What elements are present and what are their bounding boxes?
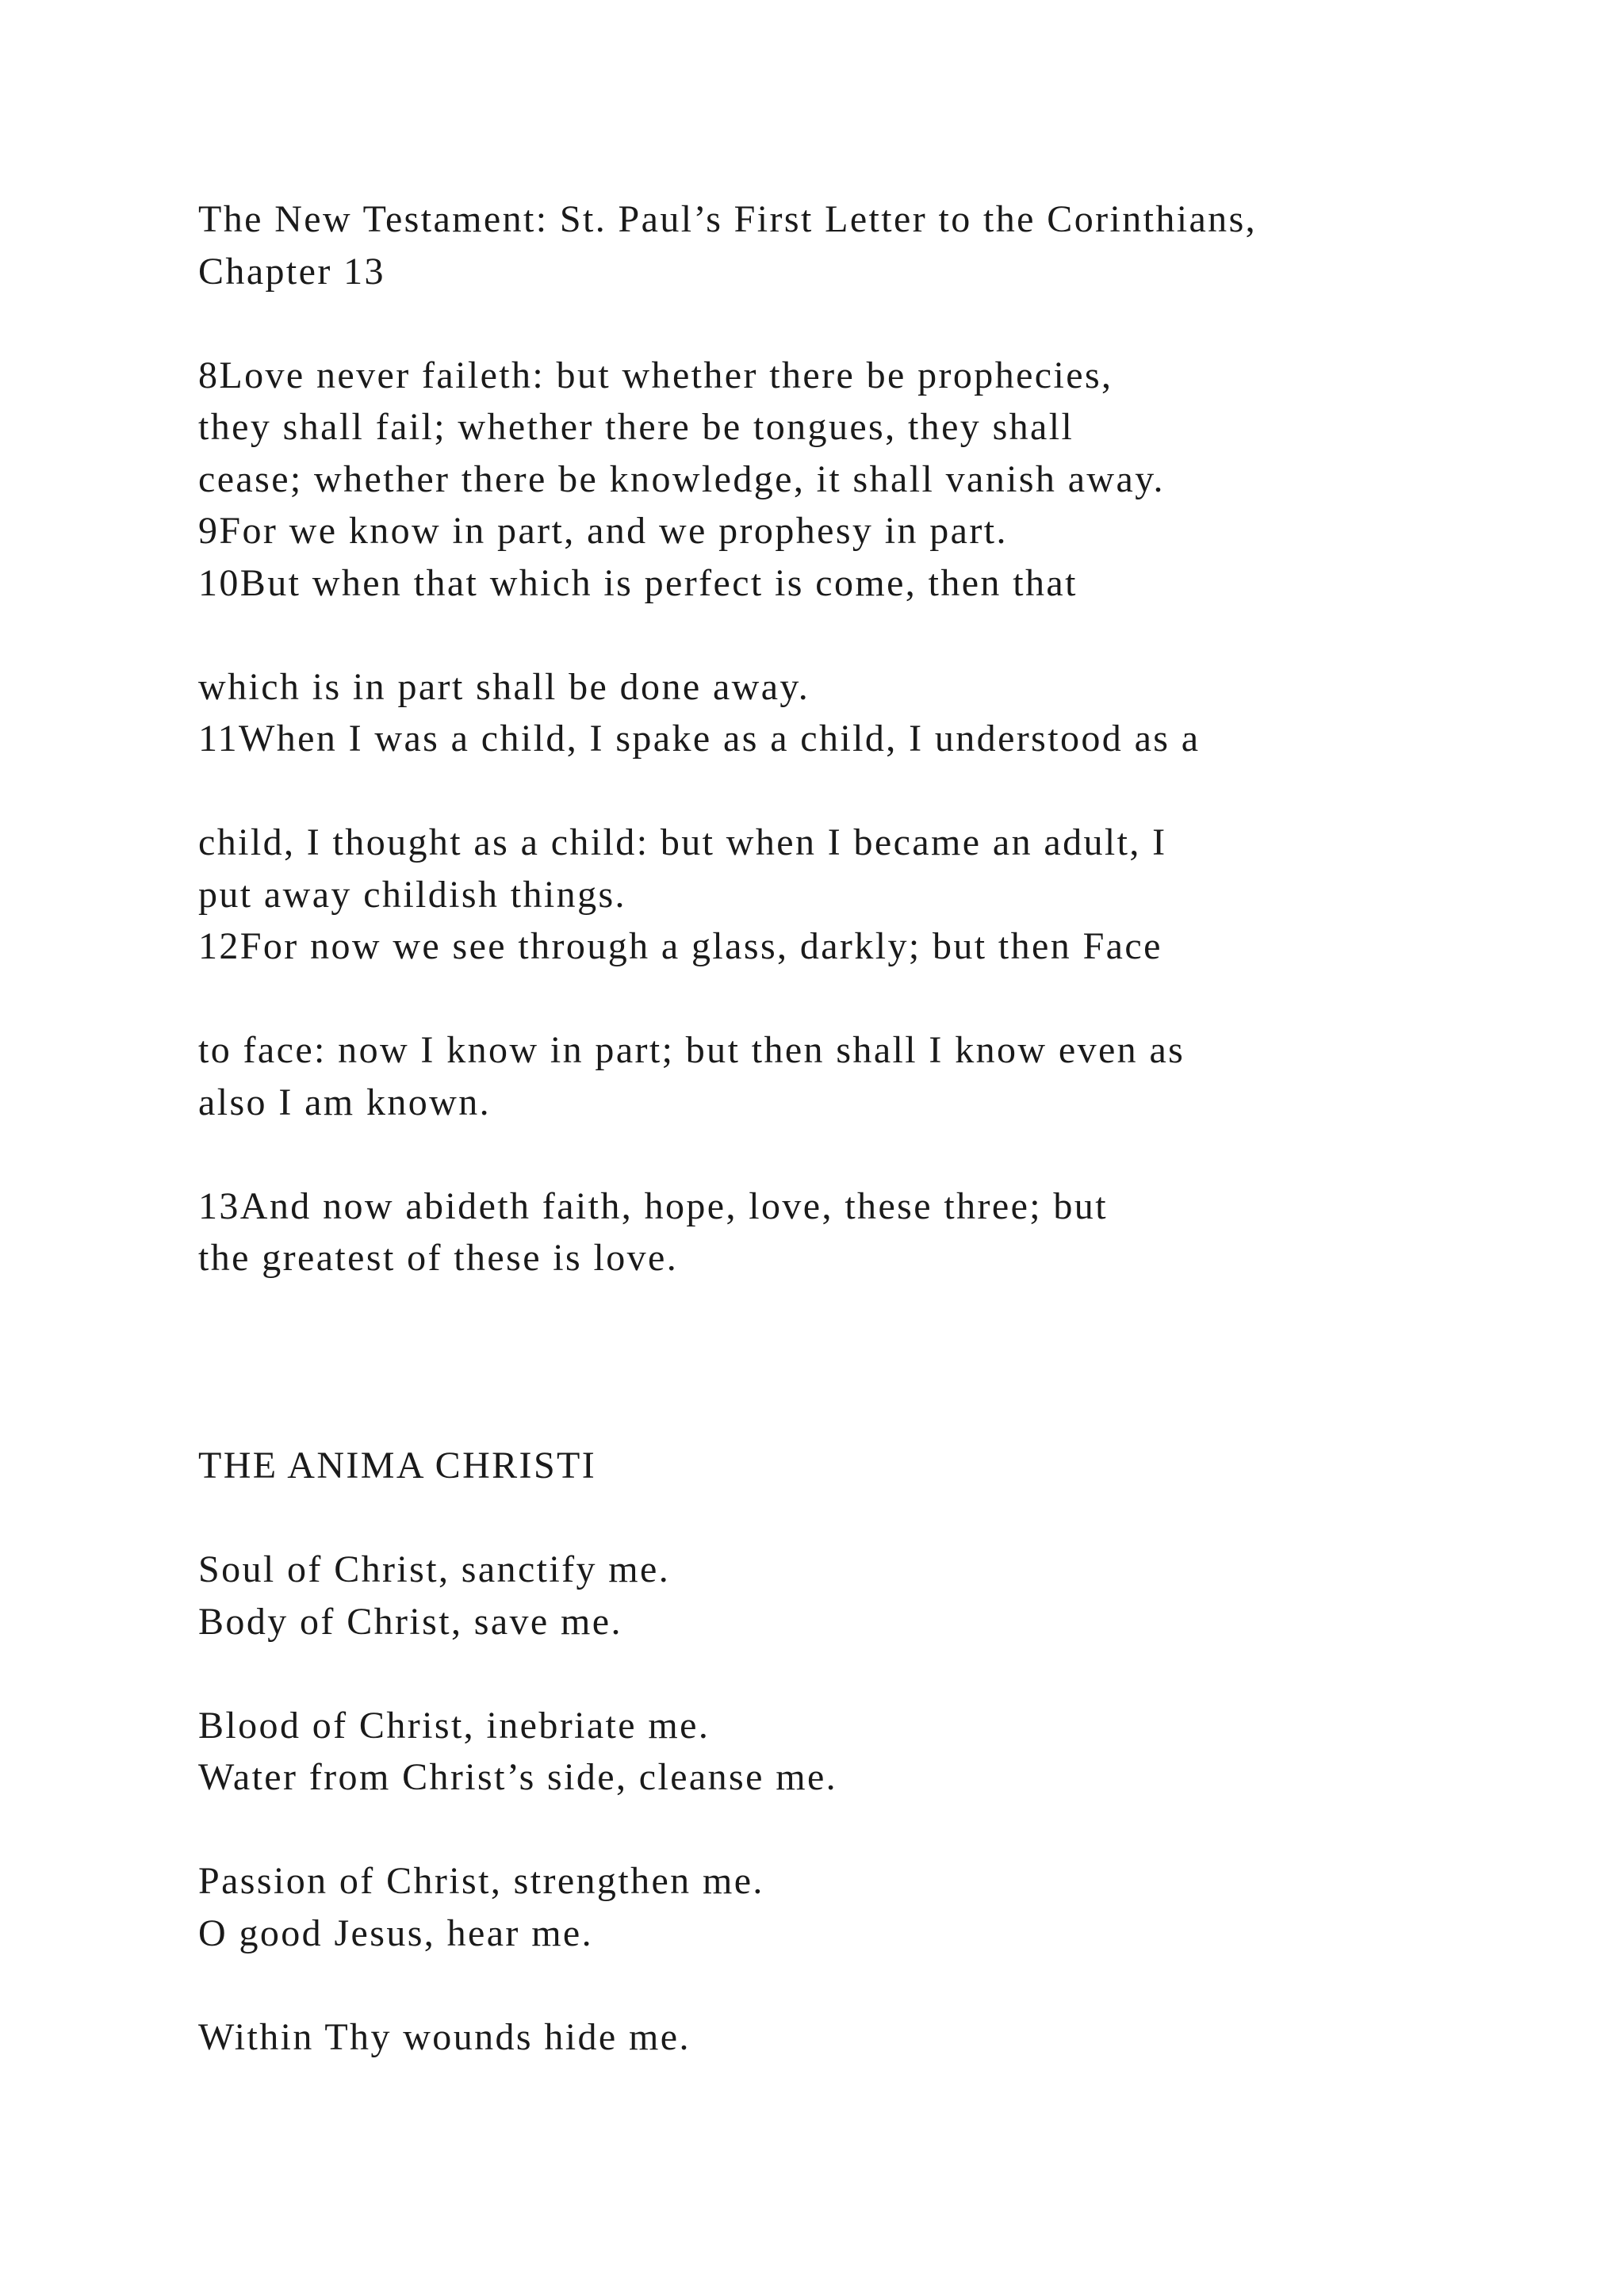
text-line: Chapter 13 xyxy=(198,250,385,293)
text-line: which is in part shall be done away. xyxy=(198,665,810,708)
text-line: cease; whether there be knowledge, it shall vanish away. xyxy=(198,457,1165,500)
text-line: 9For we know in part, and we prophesy in part. xyxy=(198,510,1008,552)
text-line xyxy=(198,1388,1546,1441)
text-line xyxy=(198,1959,1546,2011)
text-line: THE ANIMA CHRISTI xyxy=(198,1445,597,1487)
text-line: 10But when that which is perfect is come, then that xyxy=(198,561,1078,604)
text-line: Passion of Christ, strengthen me. xyxy=(198,1860,764,1902)
text-line: they shall fail; whether there be tongues, they shall xyxy=(198,406,1074,448)
text-line xyxy=(198,1336,1546,1388)
text-line xyxy=(198,765,1546,817)
text-line: Water from Christ’s side, cleanse me. xyxy=(198,1756,838,1798)
text-line: 8Love never faileth: but whether there be prophecies, xyxy=(198,354,1113,396)
text-line: 13And now abideth faith, hope, love, these three; but xyxy=(198,1184,1108,1227)
text-line: put away childish things. xyxy=(198,873,626,916)
text-line xyxy=(198,609,1546,661)
text-line: O good Jesus, hear me. xyxy=(198,1911,594,1954)
text-line: Soul of Christ, sanctify me. xyxy=(198,1548,671,1590)
text-line: 12For now we see through a glass, darkly; but then Face xyxy=(198,925,1162,967)
text-line xyxy=(198,973,1546,1025)
text-line: to face: now I know in part; but then shall I know even as xyxy=(198,1029,1185,1071)
text-line: the greatest of these is love. xyxy=(198,1237,679,1279)
text-line xyxy=(198,1492,1546,1544)
text-line xyxy=(198,1804,1546,1856)
document-text xyxy=(198,193,1546,2063)
text-line xyxy=(198,297,1546,350)
text-line: also I am known. xyxy=(198,1081,492,1123)
text-line: Within Thy wounds hide me. xyxy=(198,2015,691,2058)
text-line: child, I thought as a child: but when I became an adult, I xyxy=(198,821,1167,863)
text-line xyxy=(198,1647,1546,1700)
text-line: Blood of Christ, inebriate me. xyxy=(198,1704,710,1747)
text-line: Body of Christ, save me. xyxy=(198,1600,622,1643)
text-line: 11When I was a child, I spake as a child, I understood as a xyxy=(198,718,1201,760)
text-line xyxy=(198,1284,1546,1337)
text-line xyxy=(198,1128,1546,1181)
text-line: The New Testament: St. Paul’s First Letter to the Corinthians, xyxy=(198,198,1258,240)
